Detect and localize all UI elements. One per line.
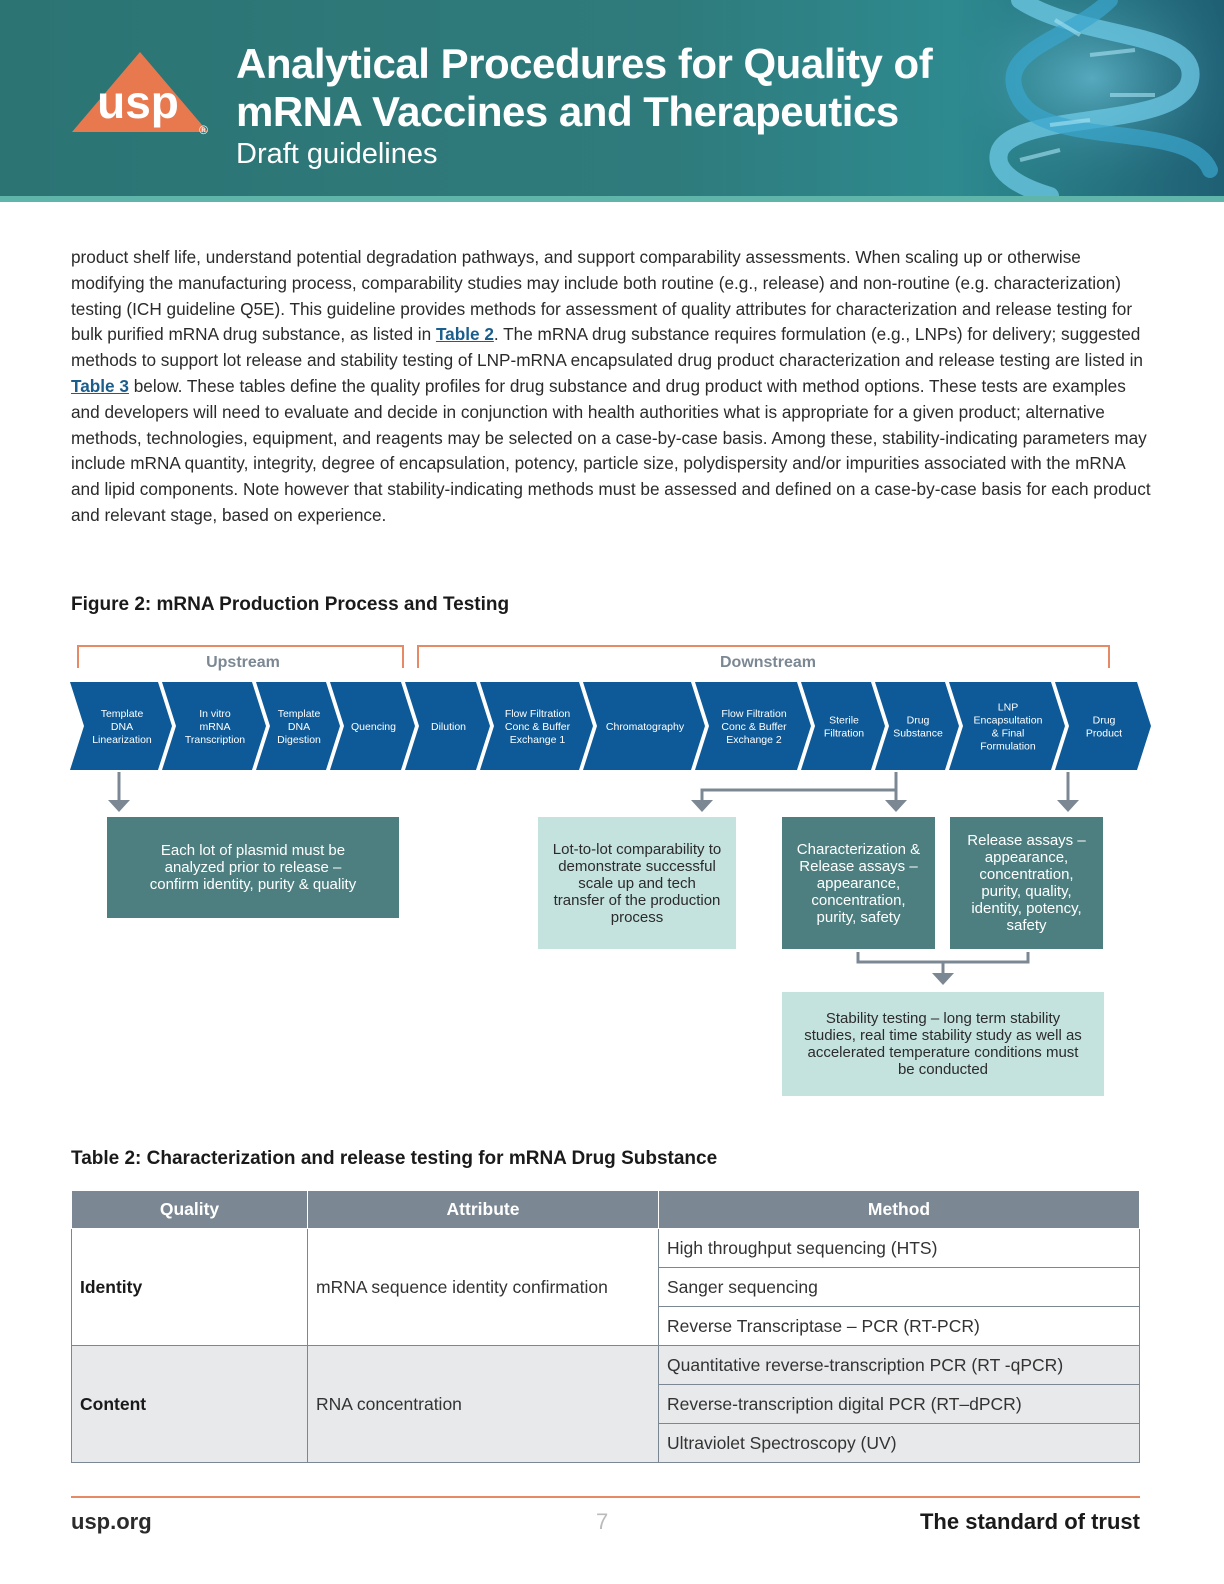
column-header-method: Method [659,1191,1140,1229]
process-step-label: Quencing [351,721,396,733]
arrow-down-icon [932,973,954,985]
document-subtitle: Draft guidelines [236,138,438,170]
process-step-label: Dilution [430,721,467,733]
table-3-link[interactable]: Table 3 [71,375,129,396]
downstream-label: Downstream [719,654,817,671]
arrow-down-icon [691,800,713,812]
arrow-down-icon [885,800,907,812]
svg-text:®: ® [199,123,208,137]
svg-text:usp: usp [97,76,179,128]
process-steps [70,682,1151,770]
upstream-label: Upstream [206,654,280,671]
quality-cell: Content [72,1346,308,1463]
column-header-attribute: Attribute [308,1191,659,1229]
header-divider [0,196,1224,202]
paragraph-text-3: below. These tables define the quality profiles for drug substance and drug product with method options. These tests are examples and developers will need to evaluate and decide in conjunction with health authorities what is appropriate for a given product; alternative methods, technologies, equipment, and reagents may be selected on a case-by-case basis. Among these, stability-indicating parameters may include mRNA quantity, integrity, degree of encapsulation, potency, particle size, polydispersity and/or impurities associated with the mRNA and lipid components. Note however that stability-indicating methods must be assessed and defined on a case-by-case basis for each product and relevant stage, based on experience. [71,375,1151,525]
table-2 [71,1190,1140,1463]
method-cell: Ultraviolet Spectroscopy (UV) [659,1424,1140,1463]
method-cell: Reverse-transcription digital PCR (RT–dPCR) [659,1385,1140,1424]
process-step-label: Drug Substance [893,714,943,740]
table-row [72,1346,1140,1385]
footer-tagline: The standard of trust [919,1509,1140,1534]
arrow-down-icon [108,800,130,812]
process-step-label: Chromatography [605,721,685,733]
page-number: 7 [596,1509,609,1534]
dna-helix-image [960,0,1224,196]
method-cell: Reverse Transcriptase – PCR (RT-PCR) [659,1307,1140,1346]
release-assays-box: Release assays – appearance, concentration, purity, quality, identity, potency, safety [950,817,1103,949]
table-header-row [72,1191,1140,1229]
document-title [236,40,1036,136]
process-step-label: Sterile Filtration [823,714,865,740]
figure-title: Figure 2: mRNA Production Process and Testing [71,594,510,615]
stability-testing-box: Stability testing – long term stability studies, real time stability study as well as accelerated temperature conditions must be conducted [782,992,1104,1096]
intro-paragraph [71,245,1151,529]
quality-cell: Identity [72,1229,308,1346]
title-line-2: mRNA Vaccines and Therapeutics [236,88,899,135]
page-header [0,0,1224,196]
method-cell: Quantitative reverse-transcription PCR (RT -qPCR) [659,1346,1140,1385]
method-cell: High throughput sequencing (HTS) [659,1229,1140,1268]
paragraph-text-1: product shelf life, understand potential degradation pathways, and support comparability assessments. When scaling up or otherwise modifying the manufacturing process, comparability studies may include both routine (e.g., release) and non-routine (e.g. characterization) testing (ICH guideline Q5E). This guideline provides methods for assessment of quality attributes for characterization and release testing for bulk purified mRNA drug substance, as listed in [71,247,1133,345]
footer-divider [71,1496,1140,1498]
arrow-down-icon [1057,800,1079,812]
column-header-quality: Quality [72,1191,308,1229]
process-step-label: Template DNA Digestion [277,708,321,746]
method-cell: Sanger sequencing [659,1268,1140,1307]
table-2-link[interactable]: Table 2 [435,324,494,345]
table-2-title: Table 2: Characterization and release testing for mRNA Drug Substance [71,1148,718,1169]
process-step-label: In vitro mRNA Transcription [184,708,246,746]
process-step-label: Drug Product [1085,714,1123,740]
characterization-box: Characterization & Release assays – appearance, concentration, purity, safety [782,817,935,949]
process-step-label: Flow Filtration Conc & Buffer Exchange 2 [721,708,787,746]
title-line-1: Analytical Procedures for Quality of [236,40,933,87]
process-step-label: LNP Encapsultation & Final Formulation [973,701,1043,753]
attribute-cell: mRNA sequence identity confirmation [308,1229,659,1346]
attribute-cell: RNA concentration [308,1346,659,1463]
process-step-label: Template DNA Linearization [92,708,152,746]
table-row [72,1229,1140,1268]
lot-comparability-box: Lot-to-lot comparability to demonstrate successful scale up and tech transfer of the production process [538,817,736,949]
paragraph-text-2: . The mRNA drug substance requires formulation (e.g., LNPs) for delivery; suggested methods to support lot release and stability testing of LNP-mRNA encapsulated drug product characterization and release testing are listed in [71,324,1143,371]
process-flow-figure [60,630,1160,1110]
process-step-label: Flow Filtration Conc & Buffer Exchange 1 [504,708,571,746]
usp-logo [70,48,210,138]
plasmid-analysis-box: Each lot of plasmid must be analyzed prior to release – confirm identity, purity & quality [107,817,399,918]
footer-site-link[interactable]: usp.org [71,1509,152,1534]
